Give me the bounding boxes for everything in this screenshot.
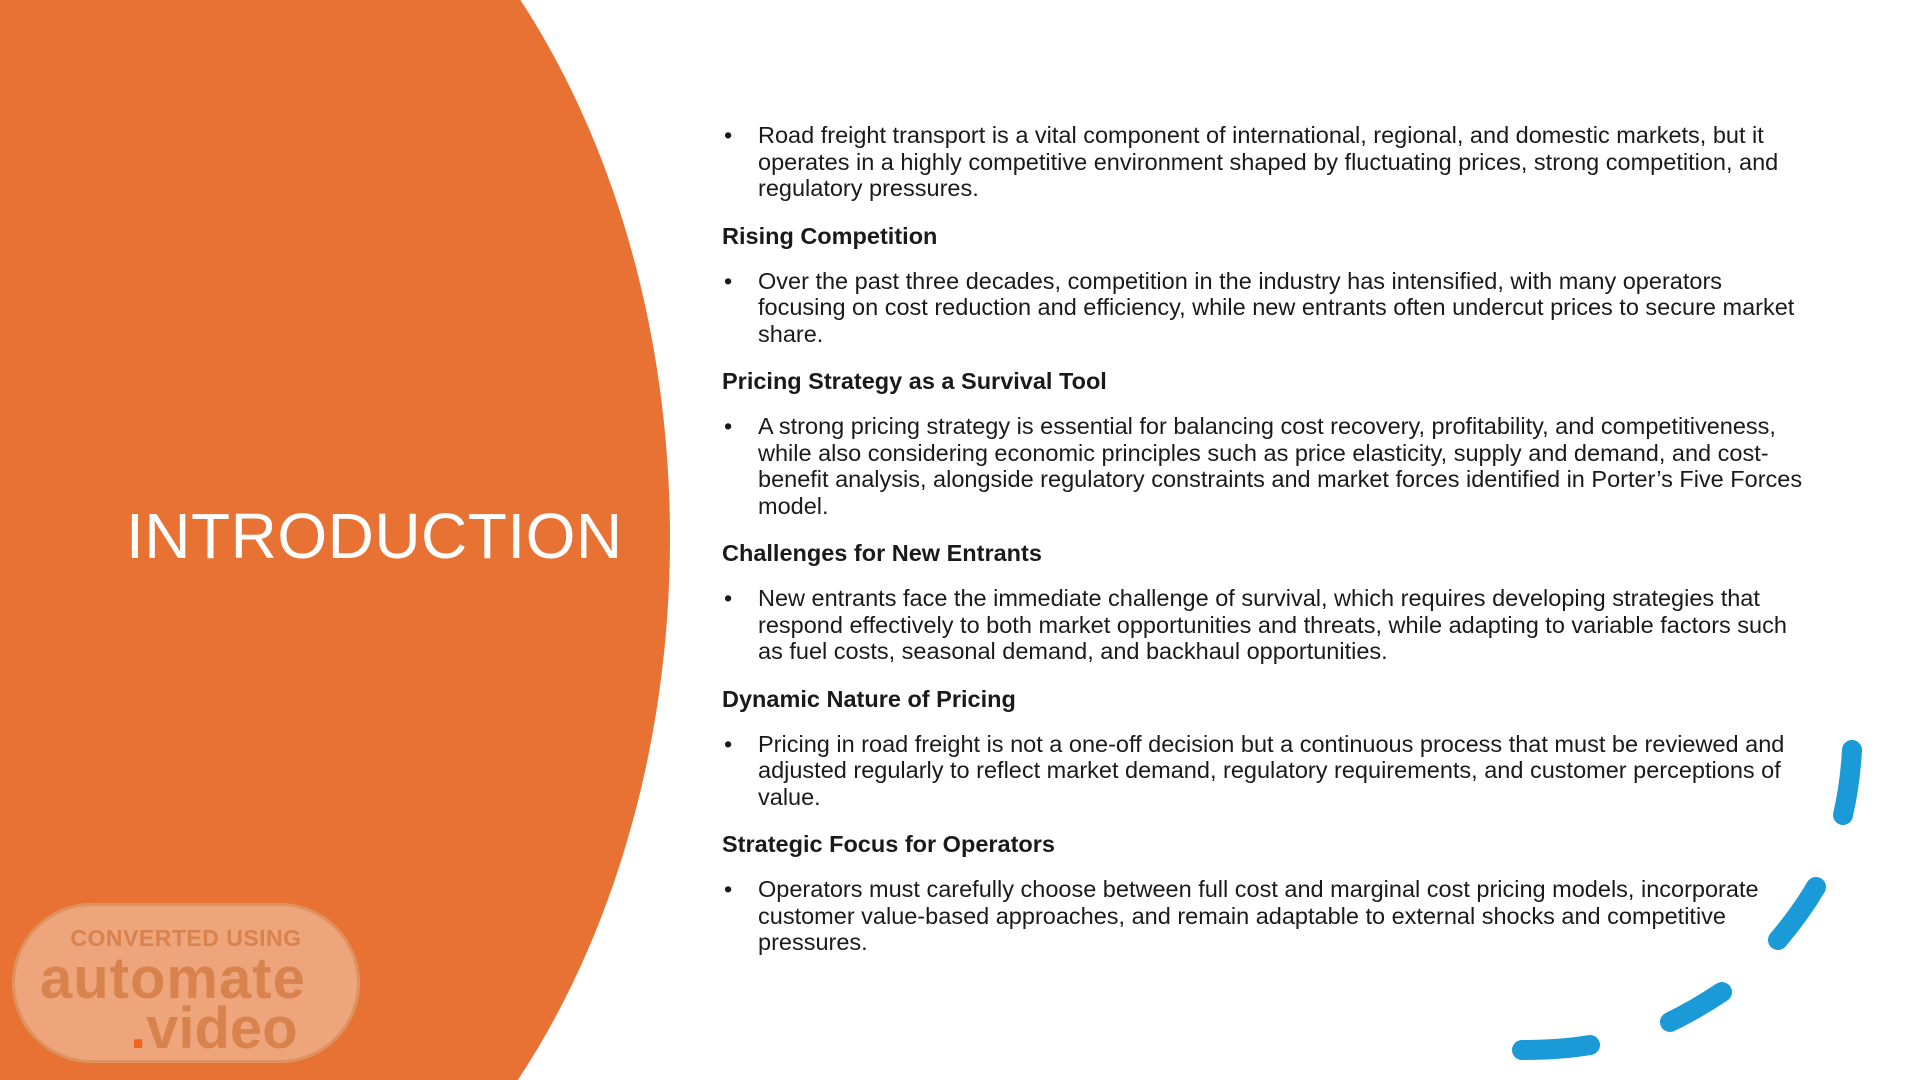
bullet-text: Operators must carefully choose between full cost and marginal cost pricing models, incorporate customer value-based approaches, and remain adaptable to external shocks and competitive pressures. bbox=[758, 876, 1759, 955]
bullet-dot: • bbox=[724, 267, 733, 294]
arc-dash-3 bbox=[1670, 992, 1722, 1022]
watermark-video-word: video bbox=[146, 996, 298, 1061]
bullet-dot: • bbox=[724, 413, 733, 439]
arc-dash-2 bbox=[1778, 887, 1816, 940]
section-heading-strategic-focus: Strategic Focus for Operators bbox=[722, 831, 1055, 857]
bullet-text: Road freight transport is a vital component of international, regional, and domestic markets, but it operates in a highly competitive environment shaped by fluctuating prices, strong competition, and regulatory pressures. bbox=[758, 122, 1779, 201]
bullet-dot: • bbox=[724, 730, 733, 757]
watermark-dot: . bbox=[130, 996, 147, 1061]
watermark-video-text bbox=[130, 995, 298, 1062]
section-heading-rising-competition: Rising Competition bbox=[722, 222, 938, 249]
arc-dash-1 bbox=[1843, 750, 1852, 815]
arc-dash-4 bbox=[1522, 1045, 1590, 1050]
bullet-text: Over the past three decades, competition in the industry has intensified, with many operators focusing on cost reduction and efficiency, while new entrants often undercut prices to secure market share. bbox=[758, 267, 1795, 347]
bullet-dot: • bbox=[724, 122, 733, 148]
section-heading-challenges-new-entrants: Challenges for New Entrants bbox=[722, 540, 1042, 566]
bullet-text: A strong pricing strategy is essential for balancing cost recovery, profitability, and competitiveness, while also considering economic principles such as price elasticity, supply and demand, and cost-benefit analysis, alongside regulatory constraints and market forces identified in Porter’s Five Forces model. bbox=[758, 413, 1803, 519]
watermark-badge bbox=[12, 903, 360, 1063]
section-heading-dynamic-pricing: Dynamic Nature of Pricing bbox=[722, 685, 1016, 712]
bullet-dot: • bbox=[724, 585, 733, 611]
section-heading-pricing-strategy: Pricing Strategy as a Survival Tool bbox=[722, 368, 1107, 394]
watermark-converted-text: CONVERTED USING bbox=[70, 925, 302, 951]
slide-title: INTRODUCTION bbox=[126, 500, 623, 572]
bullet-dot: • bbox=[724, 876, 733, 902]
watermark-automate-text: automate bbox=[40, 946, 306, 1011]
bullet-text: Pricing in road freight is not a one-off decision but a continuous process that must be reviewed and adjusted regularly to reflect market demand, regulatory requirements, and customer perceptions of value. bbox=[758, 730, 1785, 810]
bullet-text: New entrants face the immediate challenge of survival, which requires developing strategies that respond effectively to both market opportunities and threats, while adapting to variable factors such as fuel costs, seasonal demand, and backhaul opportunities. bbox=[758, 585, 1787, 664]
